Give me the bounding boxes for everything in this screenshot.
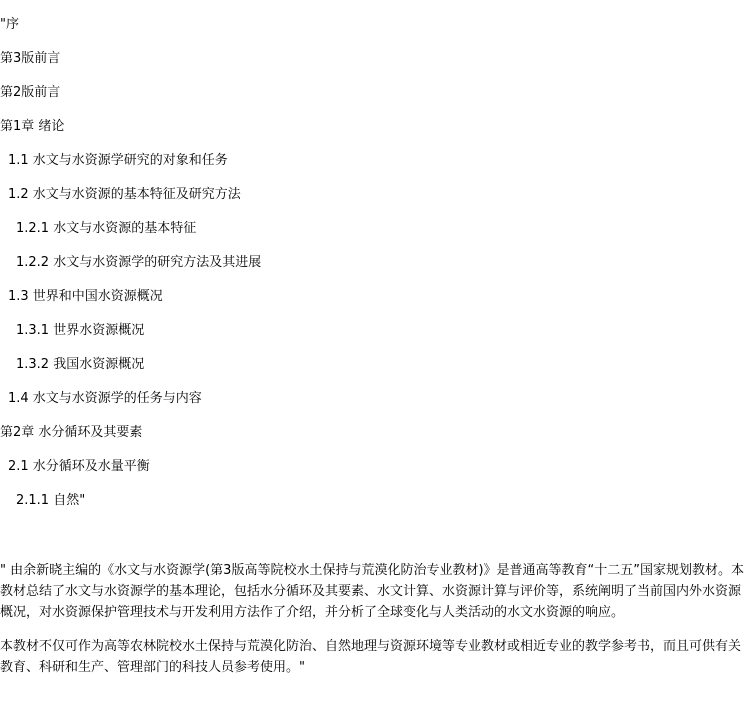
toc-entry-chapter-2: 第2章 水分循环及其要素: [0, 425, 143, 440]
toc-entry-section-1-2: 1.2 水文与水资源的基本特征及研究方法: [8, 187, 241, 202]
toc-entry-preface: "序: [0, 17, 19, 32]
toc-entry-section-1-3: 1.3 世界和中国水资源概况: [8, 289, 163, 304]
toc-entry-3rd-edition-foreword: 第3版前言: [0, 51, 61, 66]
toc-entry-section-2-1: 2.1 水分循环及水量平衡: [8, 459, 150, 474]
toc-entry-section-1-1: 1.1 水文与水资源学研究的对象和任务: [8, 153, 228, 168]
toc-entry-2nd-edition-foreword: 第2版前言: [0, 85, 61, 100]
description-paragraph: " 由余新晓主编的《水文与水资源学(第3版高等院校水土保持与荒漠化防治专业教材)》是普通高等教育“十二五”国家规划教材。本教材总结了水文与水资源学的基本理论，包括水分循环及其要素、水文计算、水资源计算与评价等，系统阐明了当前国内外水资源概况，对水资源保护管理技术与开发利用方法作了介绍，并分析了全球变化与人类活动的水文水资源的响应。: [0, 563, 744, 620]
description-paragraph: 本教材不仅可作为高等农林院校水土保持与荒漠化防治、自然地理与资源环境等专业教材或相近专业的教学参考书，而且可供有关教育、科研和生产、管理部门的科技人员参考使用。": [0, 639, 742, 675]
toc-entry-section-1-3-2: 1.3.2 我国水资源概况: [16, 357, 145, 372]
toc-entry-section-1-3-1: 1.3.1 世界水资源概况: [16, 323, 145, 338]
toc-entry-section-2-1-1: 2.1.1 自然": [16, 493, 86, 508]
book-description: [0, 560, 748, 691]
toc-entry-section-1-2-1: 1.2.1 水文与水资源的基本特征: [16, 221, 197, 236]
toc-entry-section-1-4: 1.4 水文与水资源学的任务与内容: [8, 391, 202, 406]
toc-entry-section-1-2-2: 1.2.2 水文与水资源学的研究方法及其进展: [16, 255, 262, 270]
toc-entry-chapter-1: 第1章 绪论: [0, 119, 65, 134]
table-of-contents: [0, 14, 750, 524]
